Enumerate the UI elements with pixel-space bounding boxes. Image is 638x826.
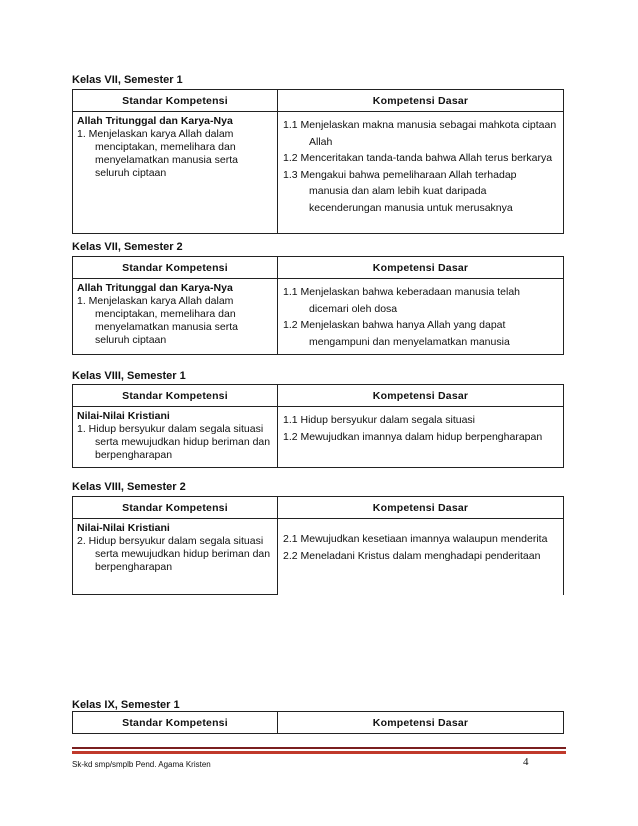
header-standar-kompetensi: Standar Kompetensi	[73, 497, 278, 519]
section-title-viii-2: Kelas VIII, Semester 2	[72, 481, 186, 493]
kd-item: 2.1 Mewujudkan kesetiaan imannya walaupun menderita	[283, 533, 548, 545]
kd-item: 2.2 Meneladani Kristus dalam menghadapi penderitaan	[283, 549, 541, 562]
sk-item: 1. Menjelaskan karya Allah dalam menciptakan, memelihara dan menyelamatkan manusia serta seluruh ciptaan	[77, 295, 238, 346]
kd-item: 1.2 Mewujudkan imannya dalam hidup berpengharapan	[283, 430, 543, 443]
competency-table-vii-1	[72, 89, 564, 234]
sk-title: Allah Tritunggal dan Karya-Nya	[77, 115, 233, 127]
competency-table-viii-2	[72, 496, 564, 595]
section-title-viii-1: Kelas VIII, Semester 1	[72, 370, 186, 382]
competency-table-ix-1	[72, 711, 564, 734]
header-kompetensi-dasar: Kompetensi Dasar	[278, 90, 564, 112]
kd-item: 1.2 Menjelaskan bahwa hanya Allah yang dapat mengampuni dan menyelamatkan manusia	[283, 319, 510, 348]
sk-title: Allah Tritunggal dan Karya-Nya	[77, 282, 233, 294]
header-kompetensi-dasar: Kompetensi Dasar	[278, 257, 564, 279]
footer-document-name: Sk-kd smp/smplb Pend. Agama Kristen	[72, 760, 211, 769]
sk-item: 2. Hidup bersyukur dalam segala situasi serta mewujudkan hidup beriman dan berpengharapan	[77, 535, 271, 573]
sk-title: Nilai-Nilai Kristiani	[77, 410, 170, 422]
header-kompetensi-dasar: Kompetensi Dasar	[278, 385, 564, 407]
footer-rule-red	[72, 751, 566, 754]
kd-item: 1.3 Mengakui bahwa pemeliharaan Allah terhadap manusia dan alam lebih kuat daripada kecenderungan manusia untuk merusaknya	[283, 168, 517, 214]
page-number: 4	[523, 756, 529, 768]
section-title-vii-2: Kelas VII, Semester 2	[72, 241, 183, 253]
kd-item: 1.1 Hidup bersyukur dalam segala situasi	[283, 414, 476, 426]
sk-item: 1. Hidup bersyukur dalam segala situasi serta mewujudkan hidup beriman dan berpengharapan	[77, 423, 271, 461]
header-kompetensi-dasar: Kompetensi Dasar	[278, 712, 564, 734]
competency-table-viii-1	[72, 384, 564, 468]
header-standar-kompetensi: Standar Kompetensi	[73, 712, 278, 734]
header-standar-kompetensi: Standar Kompetensi	[73, 257, 278, 279]
section-title-ix-1: Kelas IX, Semester 1	[72, 699, 180, 711]
kd-item: 1.1 Menjelaskan bahwa keberadaan manusia telah dicemari oleh dosa	[283, 286, 520, 315]
header-kompetensi-dasar: Kompetensi Dasar	[278, 497, 564, 519]
kd-item: 1.2 Menceritakan tanda-tanda bahwa Allah terus berkarya	[283, 152, 553, 164]
kd-item: 1.1 Menjelaskan makna manusia sebagai mahkota ciptaan Allah	[283, 119, 557, 148]
header-standar-kompetensi: Standar Kompetensi	[73, 385, 278, 407]
footer-rule-dark	[72, 747, 566, 749]
header-standar-kompetensi: Standar Kompetensi	[73, 90, 278, 112]
section-title-vii-1: Kelas VII, Semester 1	[72, 74, 183, 86]
competency-table-vii-2	[72, 256, 564, 355]
sk-title: Nilai-Nilai Kristiani	[77, 522, 170, 534]
sk-item: 1. Menjelaskan karya Allah dalam menciptakan, memelihara dan menyelamatkan manusia serta seluruh ciptaan	[77, 128, 238, 179]
